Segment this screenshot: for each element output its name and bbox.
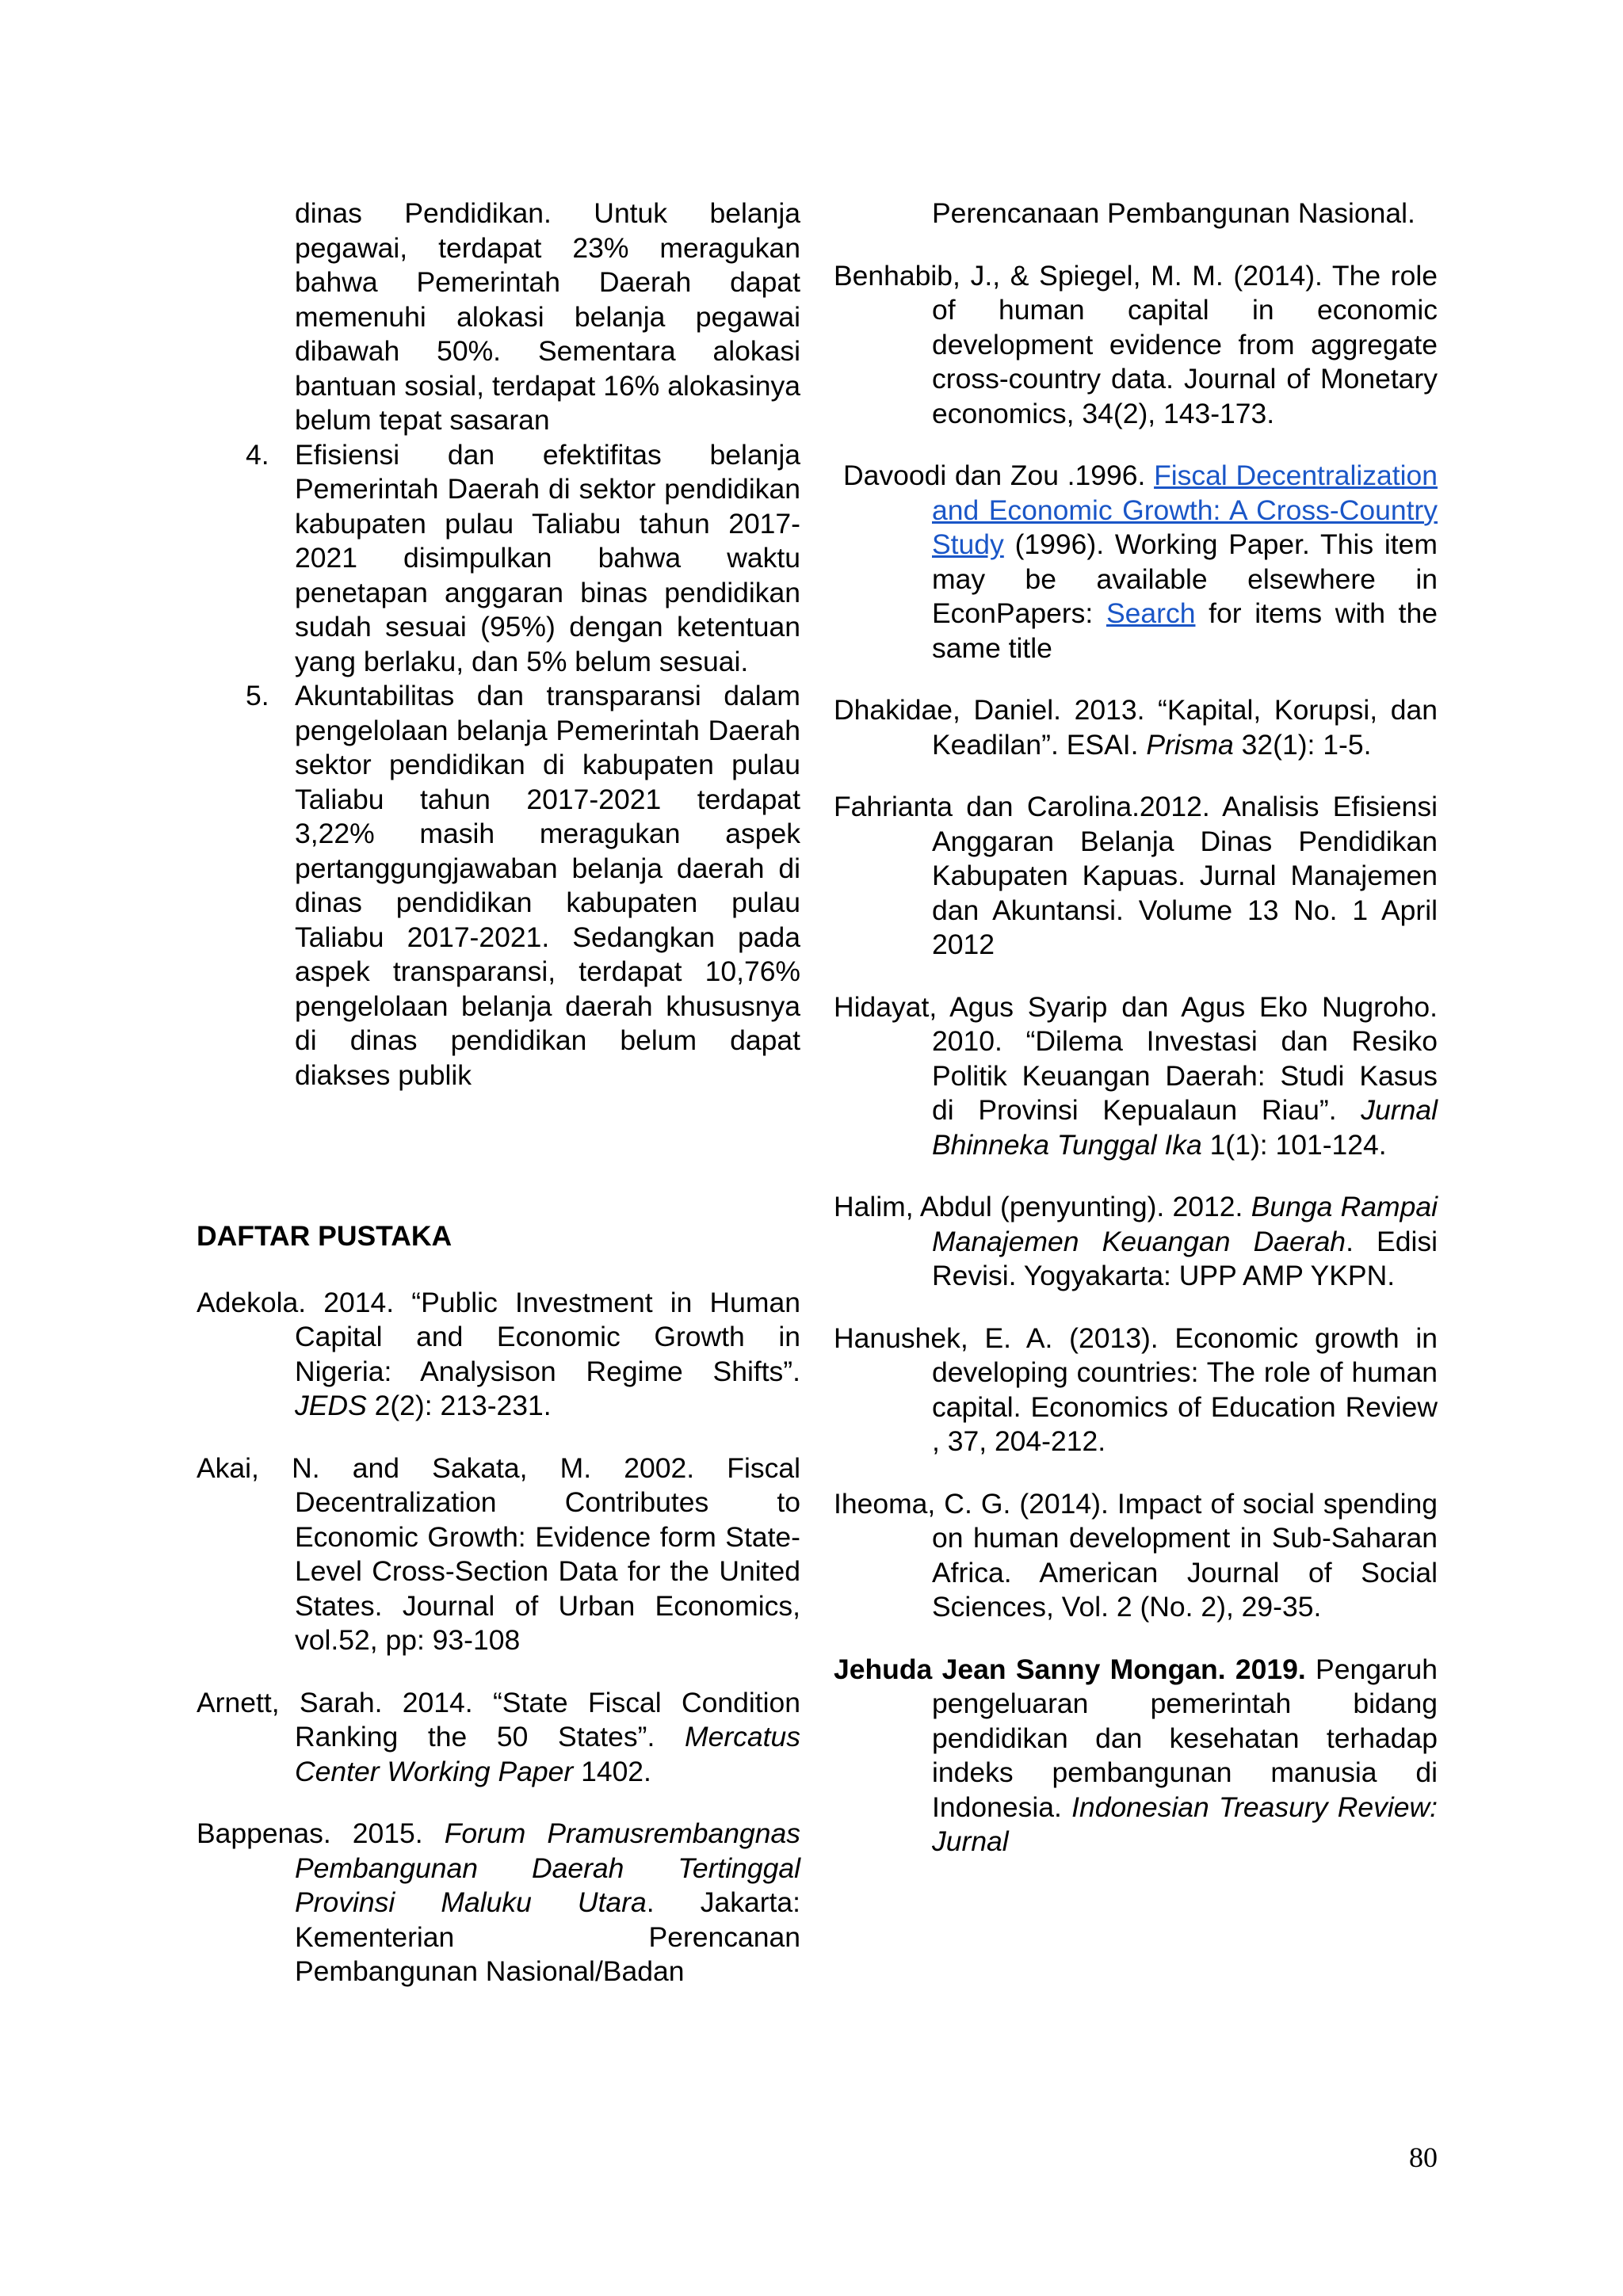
reference-entry-davoodi: Davoodi dan Zou .1996. Fiscal Decentralization and Economic Growth: A Cross-Country Study (1996). Working Paper. This item may be available elsewhere in EconPapers: Search for items with the same title — [843, 460, 1438, 664]
list-text: Efisiensi dan efektifitas belanja Pemerintah Daerah di sektor pendidikan kabupaten pulau Taliabu tahun 2017-2021 disimpulkan bahwa waktu penetapan anggaran binas pendidikan sudah sesuai (95%) dengan ketentuan yang berlaku, dan 5% belum sesuai. — [295, 438, 800, 677]
left-column — [197, 196, 800, 2017]
list-number: 5. — [246, 680, 269, 711]
list-item — [246, 679, 800, 1093]
list-text: Akuntabilitas dan transparansi dalam pengelolaan belanja Pemerintah Daerah sektor pendidikan di kabupaten pulau Taliabu tahun 2017-2021 terdapat 3,22% masih meragukan aspek pertanggungjawaban belanja daerah di dinas pendidikan kabupaten pulau Taliabu 2017-2021. Sedangkan pada aspek transparansi, terdapat 10,76% pengelolaan belanja daerah khususnya di dinas pendidikan belum dapat diakses publik — [295, 680, 800, 1091]
reference-entry: Akai, N. and Sakata, M. 2002. Fiscal Decentralization Contributes to Economic Growth: Evidence form State-Level Cross-Section Data for the United States. Journal of Urban Economics, vol.52, pp: 93-108 — [197, 1451, 800, 1656]
reference-entry: Iheoma, C. G. (2014). Impact of social spending on human development in Sub-Saharan Africa. American Journal of Social Sciences, Vol. 2 (No. 2), 29-35. — [834, 1487, 1438, 1623]
list-number: 4. — [246, 438, 269, 471]
list-item — [246, 438, 800, 680]
reference-title-link[interactable]: Fiscal Decentralization and Economic Growth: A Cross-Country Study — [932, 460, 1438, 560]
reference-entry: Benhabib, J., & Spiegel, M. M. (2014). The role of human capital in economic development evidence from aggregate cross-country data. Journal of Monetary economics, 34(2), 143-173. — [834, 259, 1438, 429]
reference-entry: Jehuda Jean Sanny Mongan. 2019. Pengaruh pengeluaran pemerintah bidang pendidikan dan kesehatan terhadap indeks pembangunan manusia di Indonesia. Indonesian Treasury Review: Jurnal — [834, 1653, 1438, 1857]
reference-entry: Adekola. 2014. “Public Investment in Human Capital and Economic Growth in Nigeria: Analysison Regime Shifts”. JEDS 2(2): 213-231. — [197, 1286, 800, 1421]
search-link[interactable]: Search — [1106, 597, 1196, 629]
reference-entry: Hanushek, E. A. (2013). Economic growth in developing countries: The role of human capital. Economics of Education Review , 37, 204-212. — [834, 1322, 1438, 1457]
reference-entry: Fahrianta dan Carolina.2012. Analisis Efisiensi Anggaran Belanja Dinas Pendidikan Kabupaten Kapuas. Jurnal Manajemen dan Akuntansi. Volume 13 No. 1 April 2012 — [834, 791, 1438, 960]
reference-continuation: Perencanaan Pembangunan Nasional. — [932, 197, 1415, 229]
right-column — [834, 196, 1438, 1887]
section-heading: DAFTAR PUSTAKA — [197, 1220, 453, 1252]
intro-paragraph: dinas Pendidikan. Untuk belanja pegawai, terdapat 23% meragukan bahwa Pemerintah Daerah dapat memenuhi alokasi belanja pegawai dibawah 50%. Sementara alokasi bantuan sosial, terdapat 16% alokasinya belum tepat sasaran — [295, 197, 800, 436]
reference-entry: Hidayat, Agus Syarip dan Agus Eko Nugroho. 2010. “Dilema Investasi dan Resiko Politik Keuangan Daerah: Studi Kasus di Provinsi Kepualaun Riau”. Jurnal Bhinneka Tunggal Ika 1(1): 101-124. — [834, 990, 1438, 1161]
reference-entry: Bappenas. 2015. Forum Pramusrembangnas Pembangunan Daerah Tertinggal Provinsi Maluku Utara. Jakarta: Kementerian Perencanan Pembangunan Nasional/Badan — [197, 1817, 800, 1987]
reference-entry: Dhakidae, Daniel. 2013. “Kapital, Korupsi, dan Keadilan”. ESAI. Prisma 32(1): 1-5. — [834, 694, 1438, 761]
reference-entry: Halim, Abdul (penyunting). 2012. Bunga Rampai Manajemen Keuangan Daerah. Edisi Revisi. Yogyakarta: UPP AMP YKPN. — [834, 1191, 1438, 1291]
page-number: 80 — [1409, 2142, 1438, 2173]
reference-entry: Arnett, Sarah. 2014. “State Fiscal Condition Ranking the 50 States”. Mercatus Center Working Paper 1402. — [197, 1686, 800, 1787]
